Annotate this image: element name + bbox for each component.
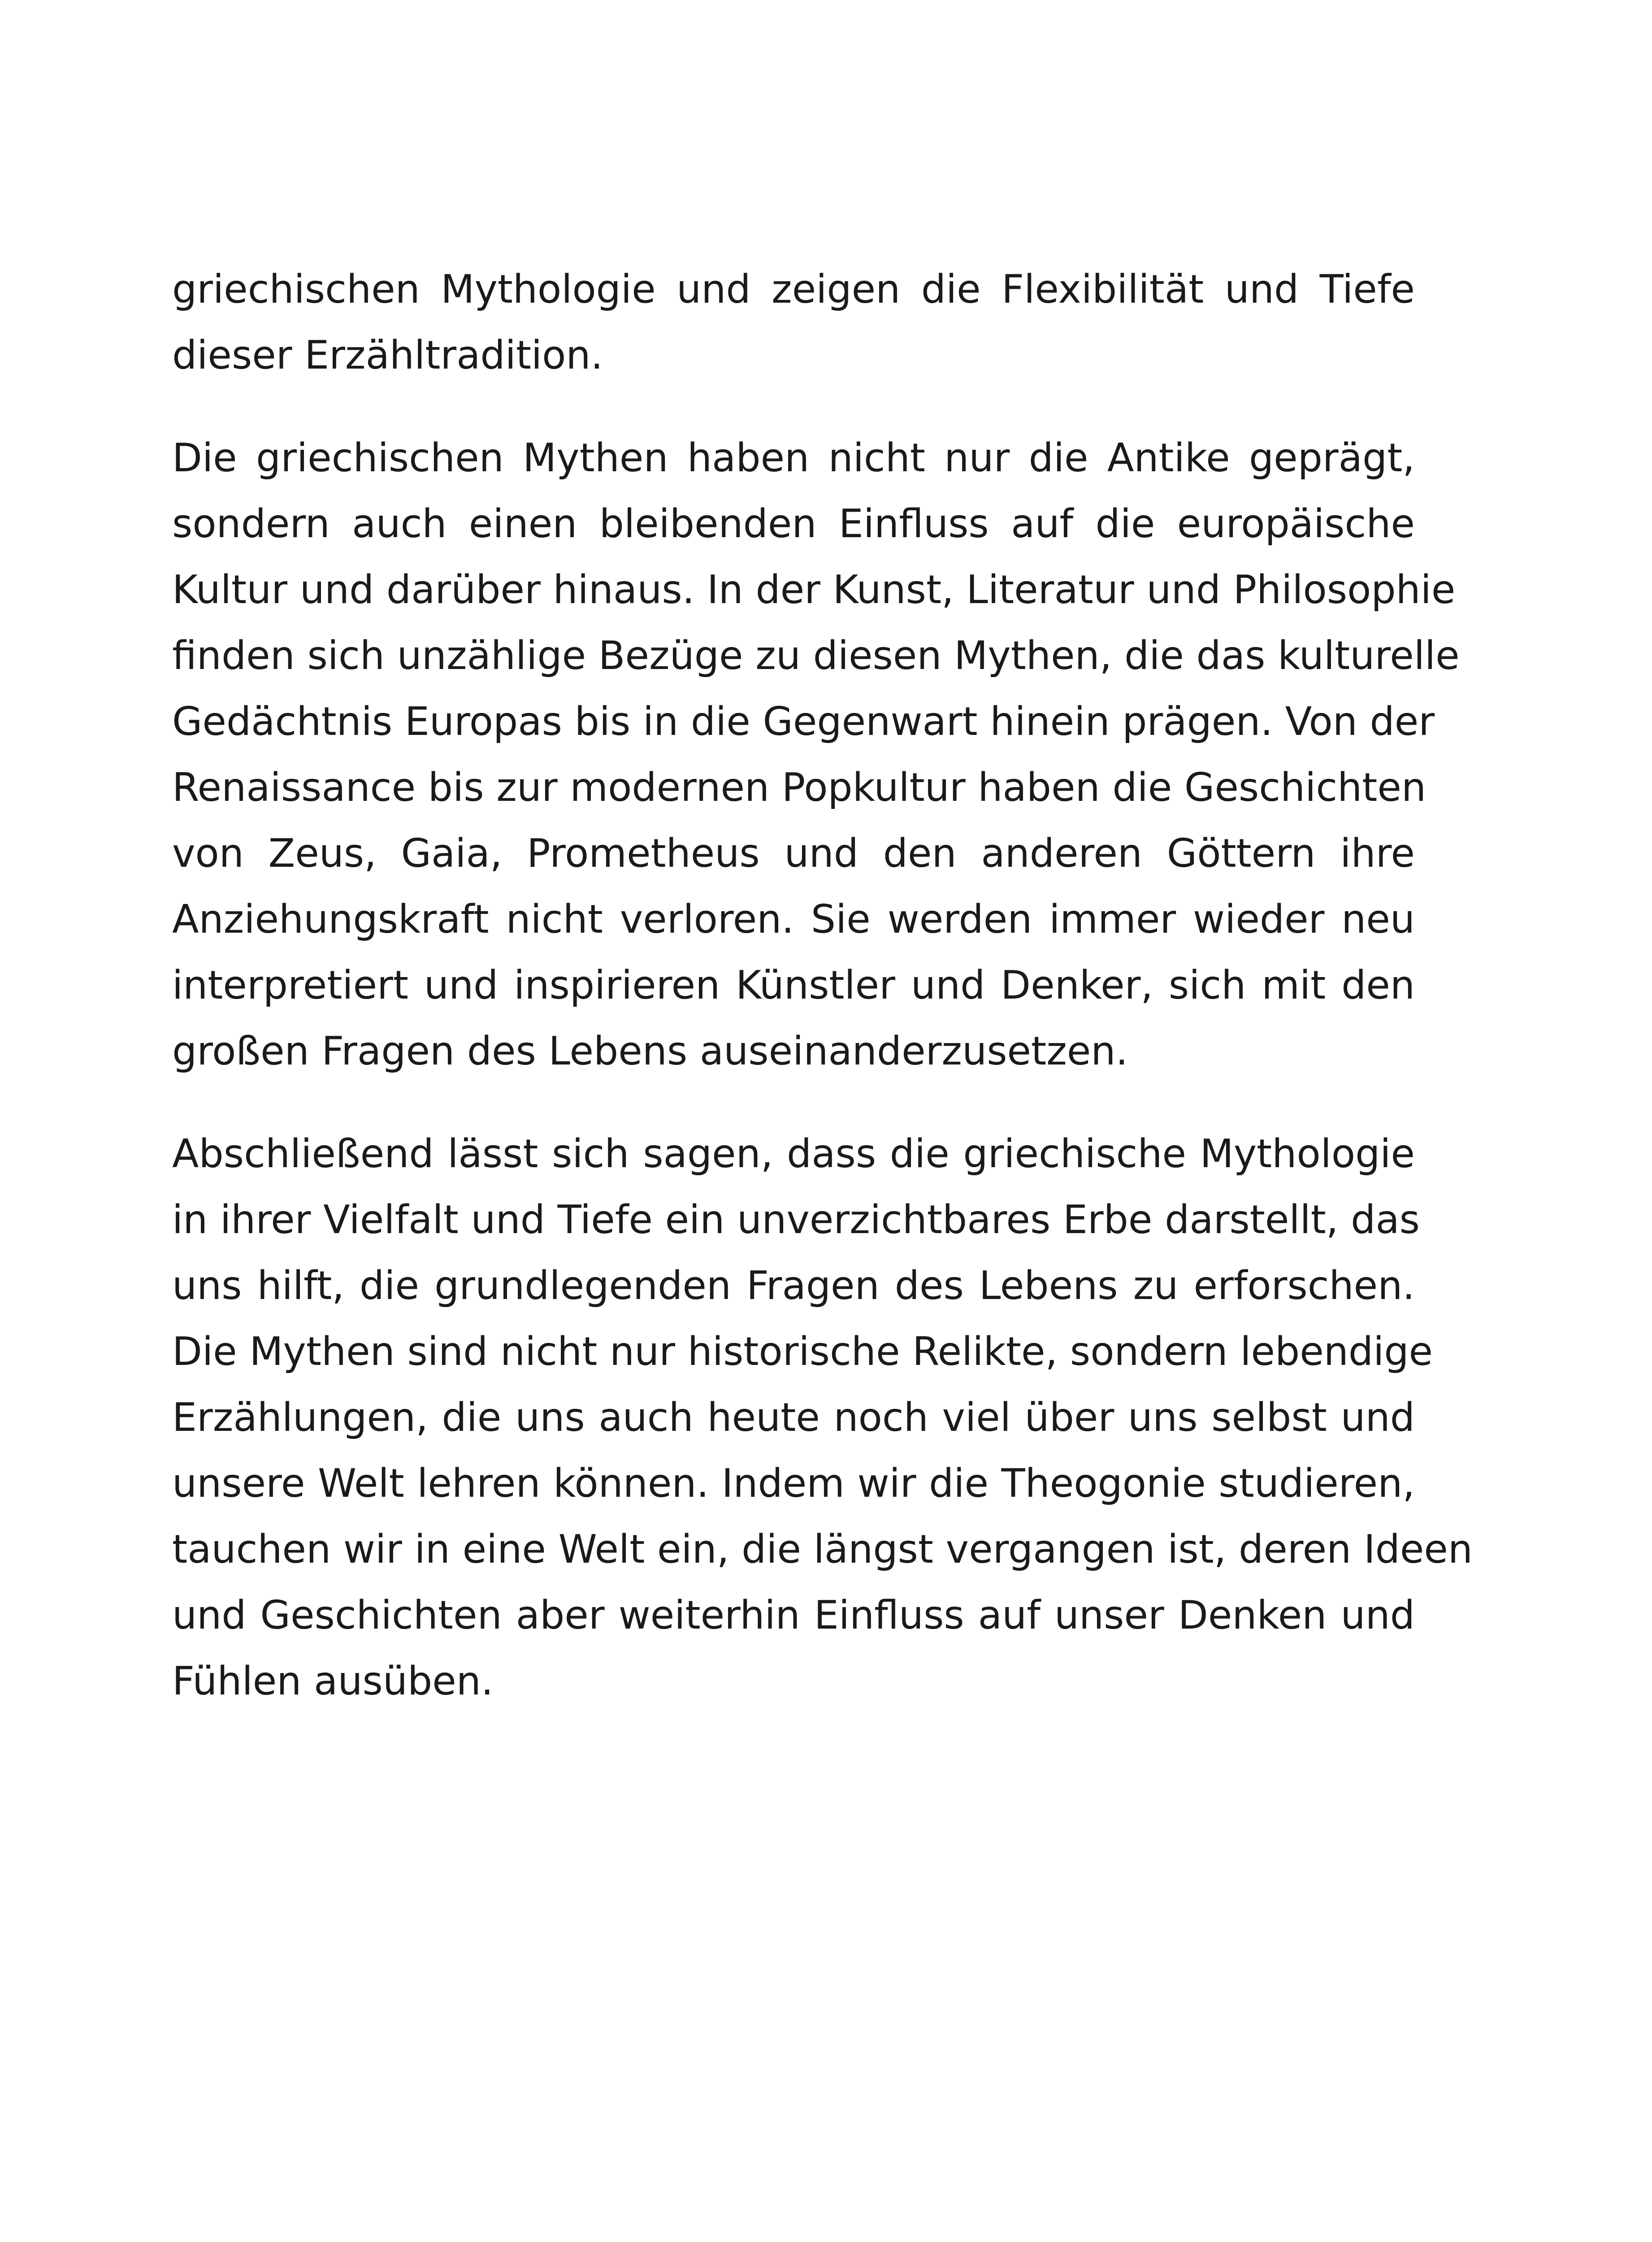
text-line: Die griechischen Mythen haben nicht nur die Antike geprägt, [172, 435, 1415, 481]
text-line: in ihrer Vielfalt und Tiefe ein unverzichtbares Erbe darstellt, das [172, 1197, 1420, 1243]
text-line: Fühlen ausüben. [172, 1658, 494, 1704]
text-line: tauchen wir in eine Welt ein, die längst vergangen ist, deren Ideen [172, 1526, 1473, 1572]
text-line: von Zeus, Gaia, Prometheus und den anderen Göttern ihre [172, 830, 1415, 876]
paragraph-spacer [172, 388, 1415, 425]
body-text [172, 256, 1473, 1714]
text-line: griechischen Mythologie und zeigen die Flexibilität und Tiefe [172, 266, 1415, 312]
text-line: sondern auch einen bleibenden Einfluss auf die europäische [172, 501, 1415, 547]
paragraph [172, 1121, 1473, 1714]
text-line: großen Fragen des Lebens auseinanderzusetzen. [172, 1028, 1128, 1074]
paragraph [172, 425, 1460, 1084]
text-line: dieser Erzähltradition. [172, 332, 603, 378]
text-line: Abschließend lässt sich sagen, dass die griechische Mythologie [172, 1131, 1415, 1177]
text-line: uns hilft, die grundlegenden Fragen des Lebens zu erforschen. [172, 1263, 1415, 1308]
text-line: und Geschichten aber weiterhin Einfluss auf unser Denken und [172, 1592, 1415, 1638]
text-line: unsere Welt lehren können. Indem wir die Theogonie studieren, [172, 1460, 1415, 1506]
paragraph-spacer [172, 1084, 1415, 1121]
text-line: Erzählungen, die uns auch heute noch viel über uns selbst und [172, 1395, 1415, 1440]
text-line: Kultur und darüber hinaus. In der Kunst, Literatur und Philosophie [172, 567, 1456, 613]
text-line: Anziehungskraft nicht verloren. Sie werden immer wieder neu [172, 896, 1415, 942]
text-line: Die Mythen sind nicht nur historische Relikte, sondern lebendige [172, 1329, 1433, 1374]
text-line: Renaissance bis zur modernen Popkultur haben die Geschichten [172, 765, 1427, 810]
text-line: interpretiert und inspirieren Künstler und Denker, sich mit den [172, 962, 1415, 1008]
text-line: Gedächtnis Europas bis in die Gegenwart hinein prägen. Von der [172, 699, 1435, 744]
paragraph [172, 256, 1415, 388]
text-line: finden sich unzählige Bezüge zu diesen Mythen, die das kulturelle [172, 633, 1460, 678]
